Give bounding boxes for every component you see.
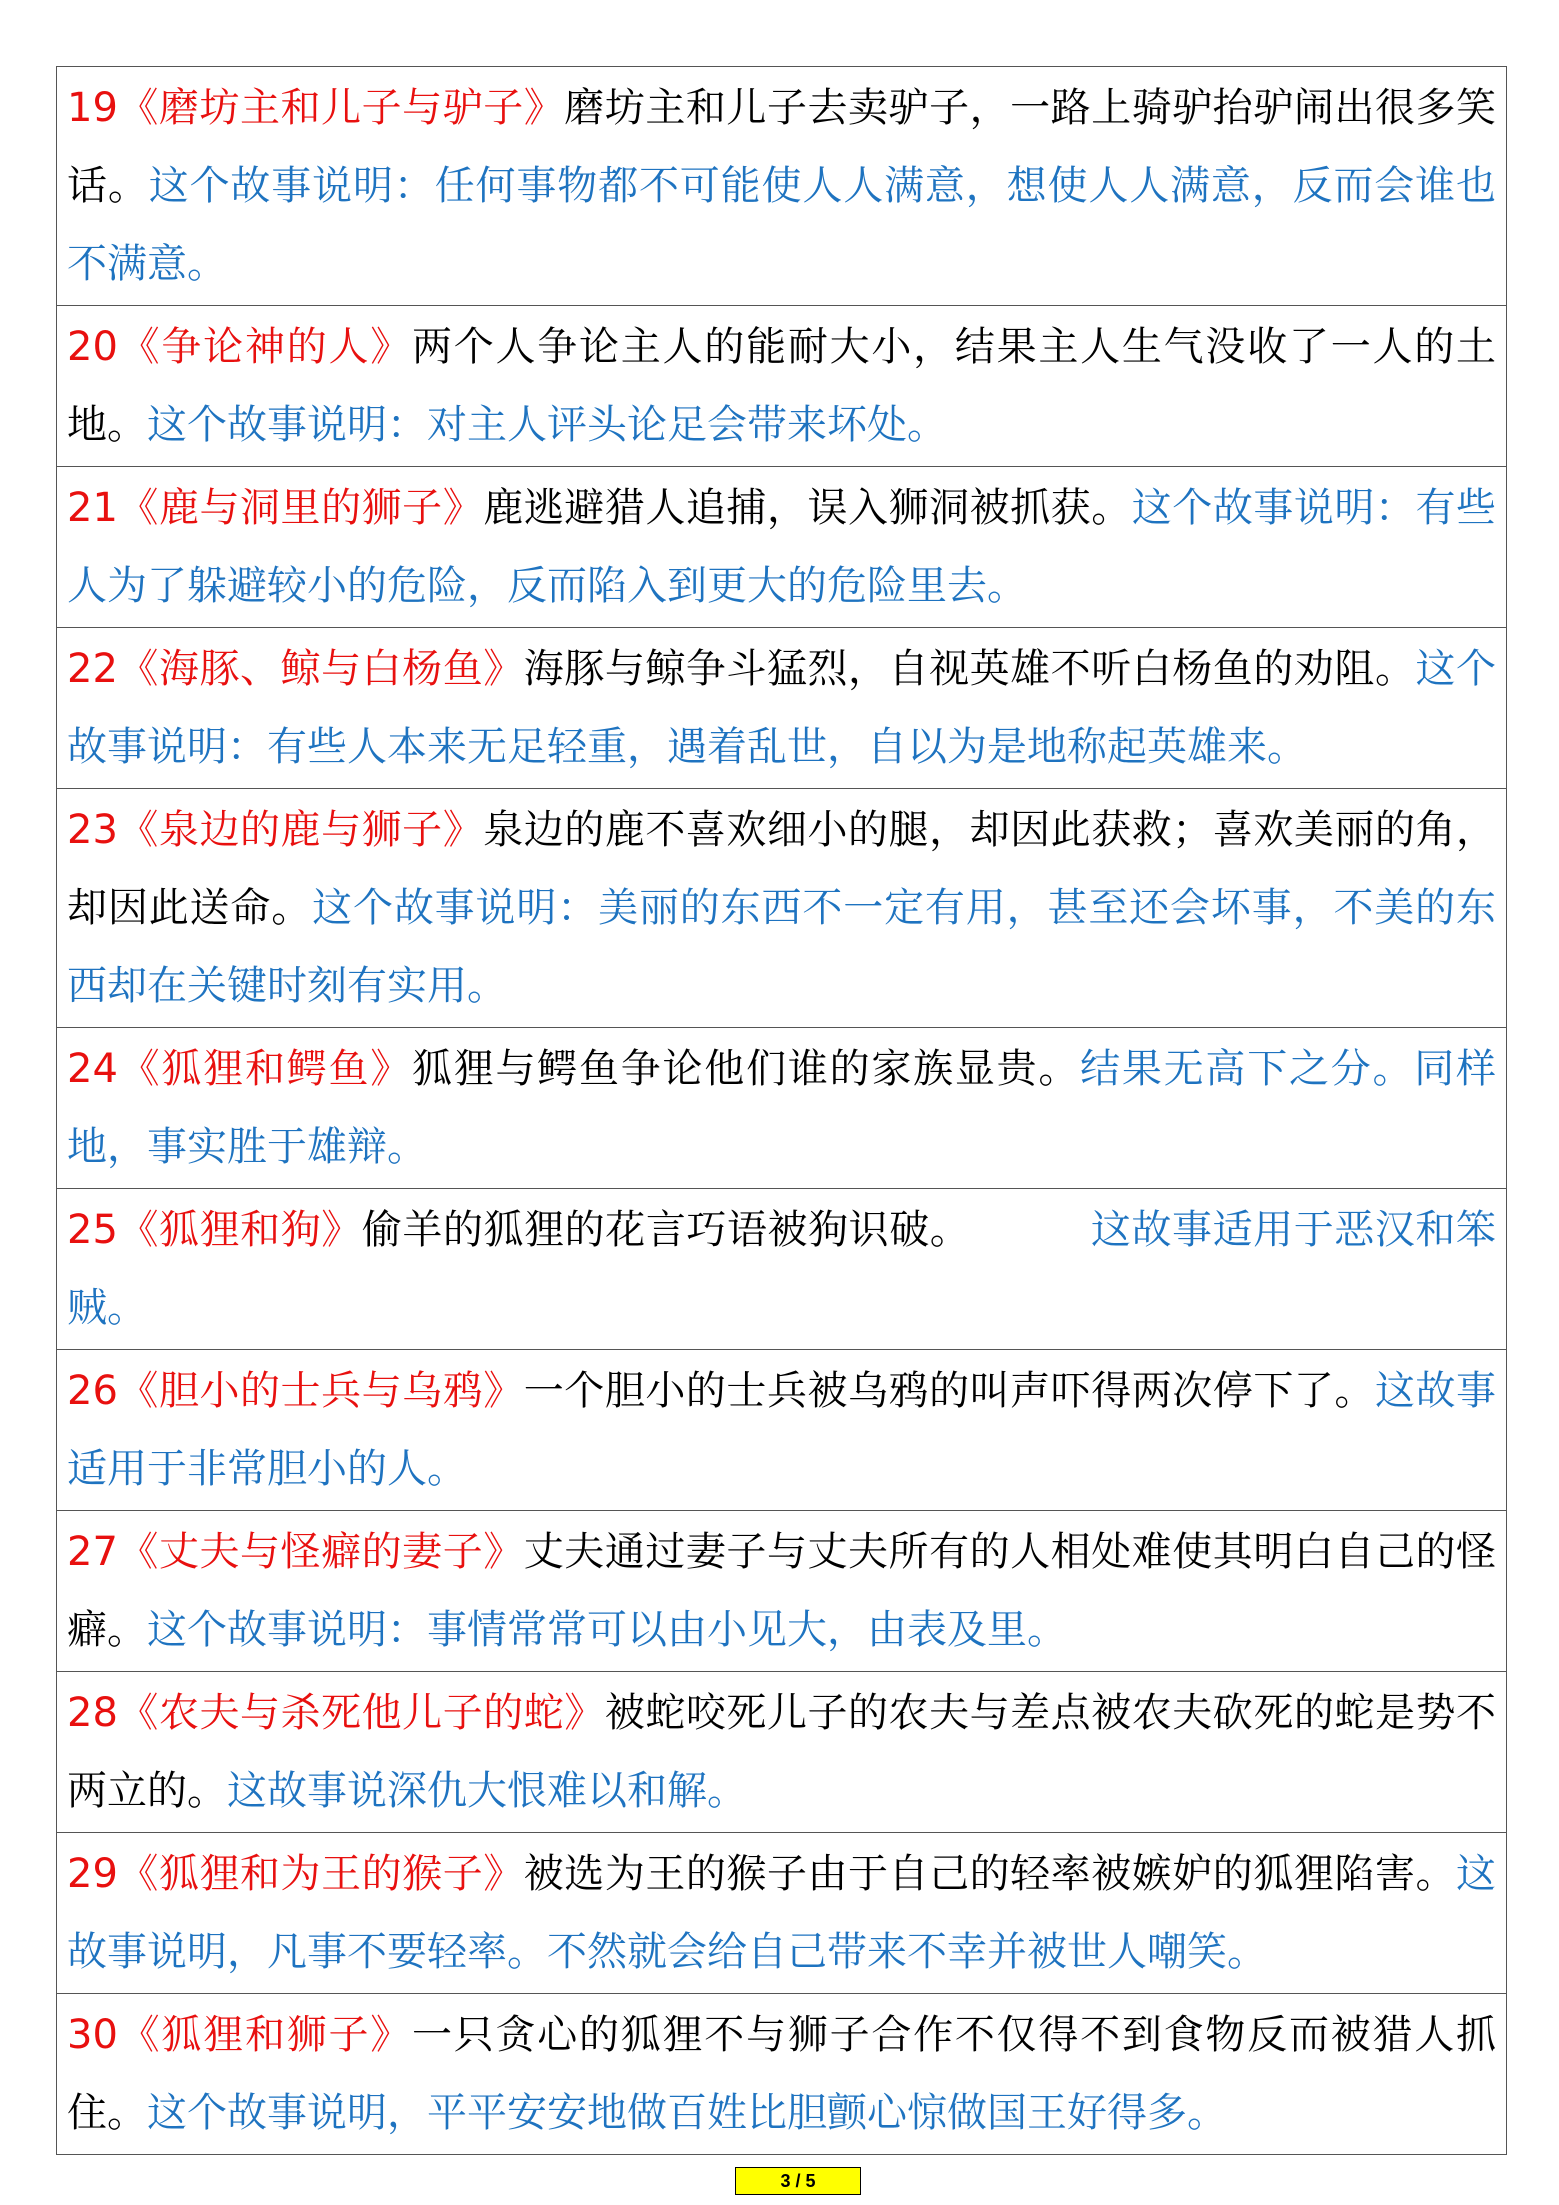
story-text: 两个人争论主人的能耐大小，结果主人生气没收了一人的土地。 [67, 324, 1496, 448]
story-title: 24《狐狸和鳄鱼》 [67, 1046, 412, 1092]
story-cell [57, 1833, 1507, 1994]
story-row-30 [57, 1994, 1507, 2155]
story-text: 丈夫通过妻子与丈夫所有的人相处难使其明白自己的怪癖。 [67, 1529, 1497, 1653]
story-title: 26《胆小的士兵与乌鸦》 [67, 1368, 524, 1414]
story-cell [57, 1028, 1507, 1189]
story-text: 一只贪心的狐狸不与狮子合作不仅得不到食物反而被猎人抓住。 [67, 2012, 1496, 2136]
story-text: 狐狸与鳄鱼争论他们谁的家族显贵。 [411, 1046, 1081, 1092]
story-text: 一个胆小的士兵被乌鸦的叫声吓得两次停下了。 [523, 1368, 1375, 1414]
story-summary: 这个故事说明：任何事物都不可能使人人满意，想使人人满意，反而会谁也不满意。 [67, 163, 1497, 287]
story-row-29 [57, 1833, 1507, 1994]
story-title: 30《狐狸和狮子》 [67, 2012, 412, 2058]
story-summary: 这个故事说明：对主人评头论足会带来坏处。 [147, 402, 947, 448]
story-cell [57, 1189, 1507, 1350]
story-row-25 [57, 1189, 1507, 1350]
story-cell [57, 1672, 1507, 1833]
story-text: 被蛇咬死儿子的农夫与差点被农夫砍死的蛇是势不两立的。 [67, 1690, 1497, 1814]
story-row-26 [57, 1350, 1507, 1511]
story-title: 22《海豚、鲸与白杨鱼》 [67, 646, 524, 692]
story-title: 28《农夫与杀死他儿子的蛇》 [67, 1690, 605, 1736]
story-row-22 [57, 628, 1507, 789]
story-text: 海豚与鲸争斗猛烈，自视英雄不听白杨鱼的劝阻。 [523, 646, 1416, 692]
story-cell [57, 306, 1507, 467]
page-number: 3 / 5 [735, 2167, 861, 2195]
story-row-24 [57, 1028, 1507, 1189]
story-summary: 结果无高下之分。同样地，事实胜于雄辩。 [67, 1046, 1496, 1170]
story-cell [57, 628, 1507, 789]
story-title: 20《争论神的人》 [67, 324, 412, 370]
story-text: 被选为王的猴子由于自己的轻率被嫉妒的狐狸陷害。 [523, 1851, 1457, 1897]
story-summary: 这个故事说明：有些人为了躲避较小的危险，反而陷入到更大的危险里去。 [67, 485, 1497, 609]
story-cell [57, 1994, 1507, 2155]
story-title: 23《泉边的鹿与狮子》 [67, 807, 484, 853]
story-text: 鹿逃避猎人追捕，误入狮洞被抓获。 [483, 485, 1132, 531]
story-row-19 [57, 67, 1507, 306]
story-cell [57, 67, 1507, 306]
story-row-28 [57, 1672, 1507, 1833]
story-row-27 [57, 1511, 1507, 1672]
story-title: 25《狐狸和狗》 [67, 1207, 362, 1253]
fables-table [56, 66, 1507, 2155]
story-title: 19《磨坊主和儿子与驴子》 [67, 85, 565, 131]
story-summary: 这故事适用于恶汉和笨贼。 [67, 1207, 1496, 1331]
story-title: 29《狐狸和为王的猴子》 [67, 1851, 524, 1897]
story-cell [57, 1511, 1507, 1672]
story-row-23 [57, 789, 1507, 1028]
story-summary: 这个故事说明：有些人本来无足轻重，遇着乱世，自以为是地称起英雄来。 [67, 646, 1497, 770]
story-text: 偷羊的狐狸的花言巧语被狗识破。 [361, 1207, 971, 1253]
story-title: 21《鹿与洞里的狮子》 [67, 485, 484, 531]
story-text: 磨坊主和儿子去卖驴子，一路上骑驴抬驴闹出很多笑话。 [67, 85, 1497, 209]
story-summary: 这个故事说明：美丽的东西不一定有用，甚至还会坏事，不美的东西却在关键时刻有实用。 [67, 885, 1497, 1009]
story-summary: 这故事说明，凡事不要轻率。不然就会给自己带来不幸并被世人嘲笑。 [67, 1851, 1497, 1975]
story-text: 泉边的鹿不喜欢细小的腿，却因此获救；喜欢美丽的角，却因此送命。 [67, 807, 1497, 931]
story-cell [57, 789, 1507, 1028]
story-summary: 这故事说深仇大恨难以和解。 [227, 1768, 747, 1814]
story-cell [57, 1350, 1507, 1511]
story-summary: 这故事适用于非常胆小的人。 [67, 1368, 1497, 1492]
story-row-21 [57, 467, 1507, 628]
story-summary: 这个故事说明，平平安安地做百姓比胆颤心惊做国王好得多。 [147, 2090, 1227, 2136]
story-title: 27《丈夫与怪癖的妻子》 [67, 1529, 524, 1575]
story-row-20 [57, 306, 1507, 467]
story-summary: 这个故事说明：事情常常可以由小见大，由表及里。 [147, 1607, 1067, 1653]
story-cell [57, 467, 1507, 628]
